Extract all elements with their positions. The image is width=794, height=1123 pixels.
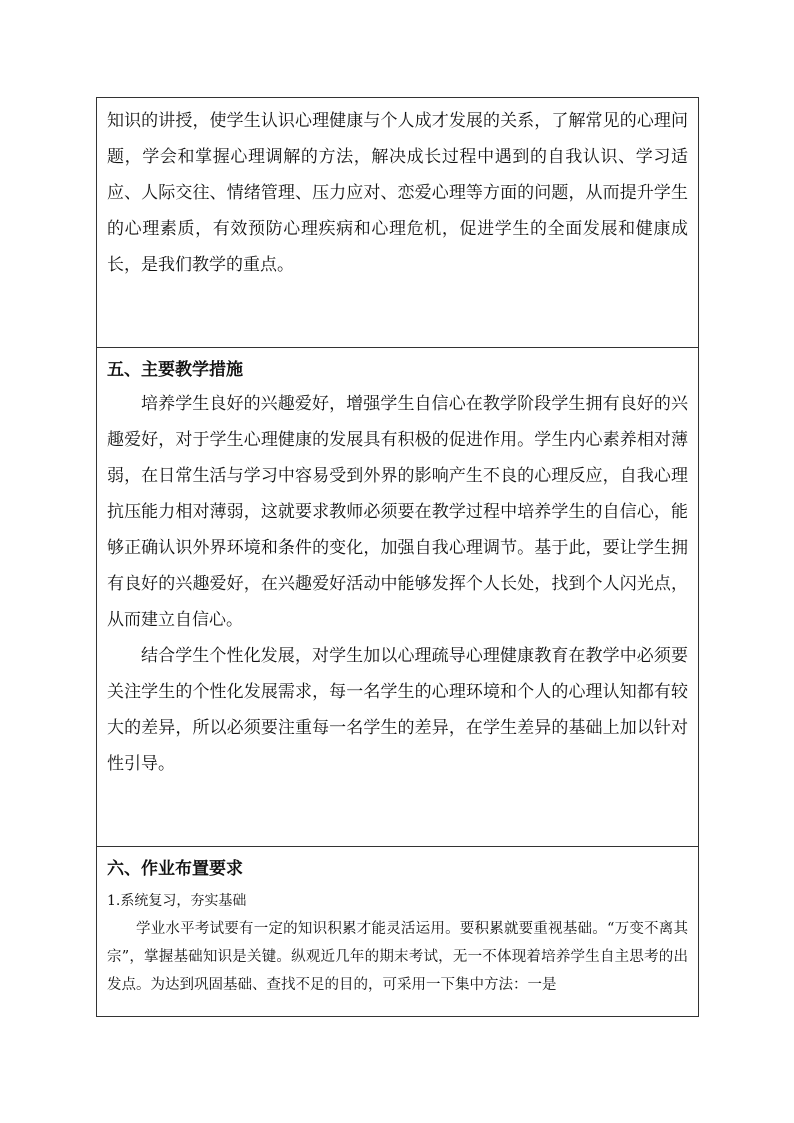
homework-requirements-cell bbox=[97, 847, 698, 1016]
teaching-measures-paragraph-2: 结合学生个性化发展，对学生加以心理疏导心理健康教育在教学中必须要关注学生的个性化发展需求，每一名学生的心理环境和个人的心理认知都有较大的差异，所以必须要注重每一名学生的差异，在学生差异的基础上加以针对性引导。 bbox=[107, 646, 688, 774]
homework-requirements-heading: 六、作业布置要求 bbox=[107, 859, 243, 879]
teaching-measures-heading: 五、主要教学措施 bbox=[107, 360, 243, 380]
intro-paragraph: 知识的讲授，使学生认识心理健康与个人成才发展的关系，了解常见的心理问题，学会和掌握心理调解的方法，解决成长过程中遇到的自我认识、学习适应、人际交往、情绪管理、压力应对、恋爱心理等方面的问题，从而提升学生的心理素质，有效预防心理疾病和心理危机，促进学生的全面发展和健康成长，是我们教学的重点。 bbox=[107, 111, 688, 275]
homework-paragraph: 学业水平考试要有一定的知识积累才能灵活运用。要积累就要重视基础。“万变不离其宗”，掌握基础知识是关键。纵观近几年的期末考试，无一不体现着培养学生自主思考的出发点。为达到巩固基础、查找不足的目的，可采用一下集中方法：一是 bbox=[107, 921, 688, 993]
teaching-measures-cell bbox=[97, 348, 698, 847]
document-table bbox=[96, 97, 699, 1017]
teaching-measures-paragraph-1: 培养学生良好的兴趣爱好，增强学生自信心在教学阶段学生拥有良好的兴趣爱好，对于学生心理健康的发展具有积极的促进作用。学生内心素养相对薄弱，在日常生活与学习中容易受到外界的影响产生不良的心理反应，自我心理抗压能力相对薄弱，这就要求教师必须要在教学过程中培养学生的自信心，能够正确认识外界环境和条件的变化，加强自我心理调节。基于此，要让学生拥有良好的兴趣爱好，在兴趣爱好活动中能够发挥个人长处，找到个人闪光点，从而建立自信心。 bbox=[107, 394, 688, 630]
homework-subheading: 1.系统复习，夯实基础 bbox=[107, 893, 247, 909]
intro-cell bbox=[97, 98, 698, 348]
